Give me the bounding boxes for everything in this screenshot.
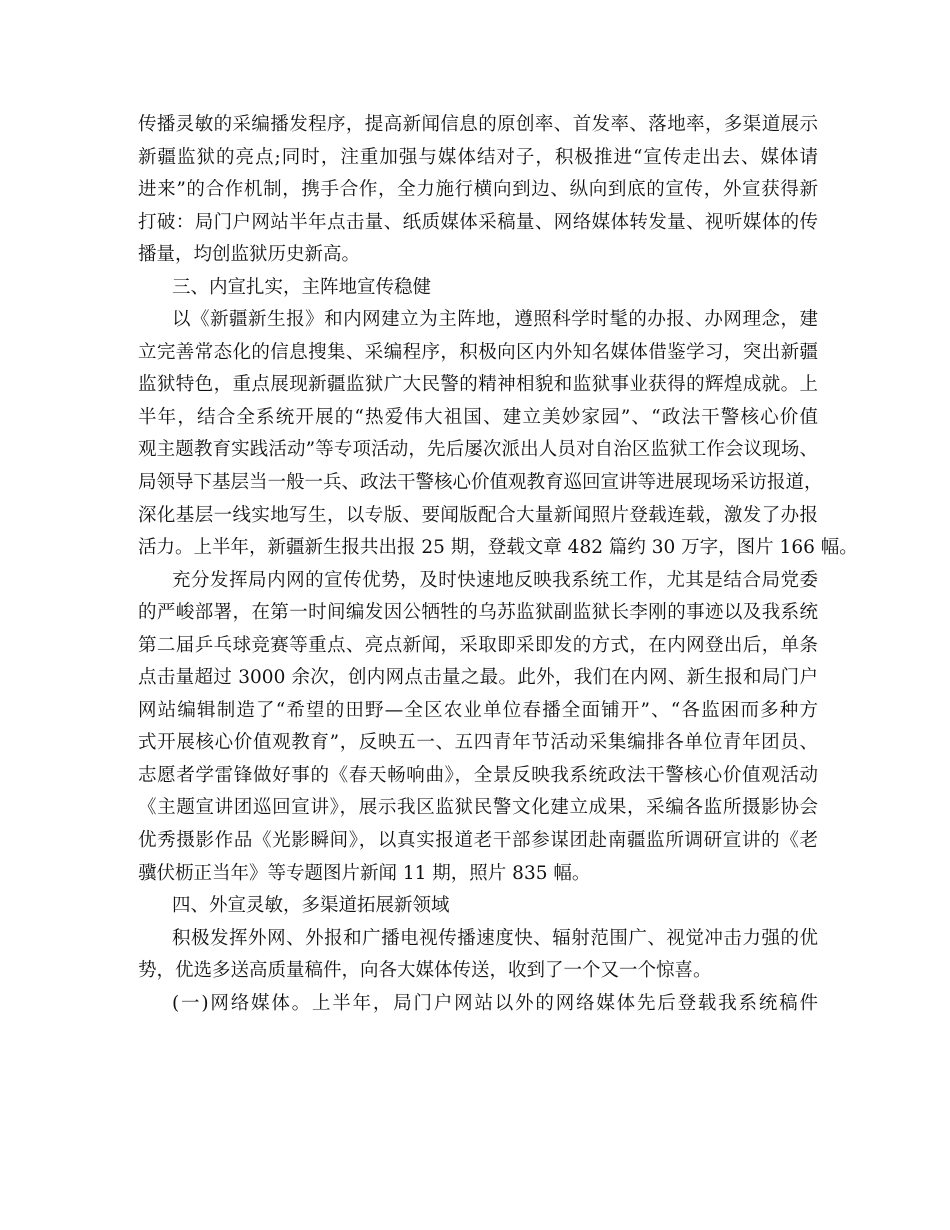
text-line: 势，优选多送高质量稿件，向各大媒体传送，收到了一个又一个惊喜。 — [138, 960, 712, 982]
text-line: 观主题教育实践活动”等专项活动，先后屡次派出人员对自治区监狱工作会议现场、 — [138, 439, 818, 461]
text-line: 充分发挥局内网的宣传优势，及时快速地反映我系统工作，尤其是结合局党委 — [172, 569, 818, 591]
text-line: 网站编辑制造了“希望的田野—全区农业单位春播全面铺开”、“各监困而多种方 — [138, 699, 818, 721]
text-line: 《主题宣讲团巡回宣讲》，展示我区监狱民警文化建立成果，采编各监所摄影协会 — [138, 797, 818, 819]
text-line: 立完善常态化的信息搜集、采编程序，积极向区内外知名媒体借鉴学习，突出新疆 — [138, 341, 818, 363]
text-line: 传播灵敏的采编播发程序，提高新闻信息的原创率、首发率、落地率，多渠道展示 — [138, 114, 818, 135]
text-line: 以《新疆新生报》和内网建立为主阵地，遵照科学时髦的办报、办网理念，建 — [172, 309, 818, 331]
text-line: 优秀摄影作品《光影瞬间》，以真实报道老干部参谋团赴南疆监所调研宣讲的《老 — [138, 830, 818, 852]
text-line: 半年，结合全系统开展的“热爱伟大祖国、建立美妙家园”、“政法干警核心价值 — [138, 406, 818, 428]
text-line: 局领导下基层当一般一兵、政法干警核心价值观教育巡回宣讲等进展现场采访报道， — [138, 472, 823, 494]
text-line: 积极发挥外网、外报和广播电视传播速度快、辐射范围广、视觉冲击力强的优 — [172, 927, 818, 949]
text-line: 监狱特色，重点展现新疆监狱广大民警的精神相貌和监狱事业获得的辉煌成就。上 — [138, 374, 818, 396]
text-line: 播量，均创监狱历史新高。 — [138, 244, 361, 266]
text-line: 第二届乒乓球竞赛等重点、亮点新闻，采取即采即发的方式，在内网登出后，单条 — [138, 634, 818, 656]
text-line: 骥伏枥正当年》等专题图片新闻 11 期，照片 835 幅。 — [138, 862, 591, 884]
text-line: (一)网络媒体。上半年，局门户网站以外的网络媒体先后登载我系统稿件 — [172, 992, 818, 1014]
text-line: 式开展核心价值观教育”，反映五一、五四青年节活动采集编排各单位青年团员、 — [138, 732, 818, 754]
text-line: 深化基层一线实地写生，以专版、要闻版配合大量新闻照片登载连载，激发了办报 — [138, 504, 818, 526]
text-line: 的严峻部署，在第一时间编发因公牺牲的乌苏监狱副监狱长李刚的事迹以及我系统 — [138, 602, 818, 624]
text-line: 新疆监狱的亮点;同时，注重加强与媒体结对子，积极推进“宣传走出去、媒体请 — [138, 146, 818, 168]
document-body — [138, 109, 858, 1020]
section-heading: 三、内宣扎实，主阵地宣传稳健 — [172, 276, 432, 298]
text-line: 打破：局门户网站半年点击量、纸质媒体采稿量、网络媒体转发量、视听媒体的传 — [138, 211, 818, 233]
text-line: 进来”的合作机制，携手合作，全力施行横向到边、纵向到底的宣传，外宣获得新 — [138, 179, 818, 201]
text-line: 活力。上半年，新疆新生报共出报 25 期，登载文章 482 篇约 30 万字，图片 166 幅。 — [138, 537, 858, 559]
section-heading: 四、外宣灵敏，多渠道拓展新领域 — [172, 895, 450, 917]
text-line: 志愿者学雷锋做好事的《春天畅响曲》，全景反映我系统政法干警核心价值观活动 — [138, 764, 818, 786]
text-line: 点击量超过 3000 余次，创内网点击量之最。此外，我们在内网、新生报和局门户 — [138, 667, 818, 689]
